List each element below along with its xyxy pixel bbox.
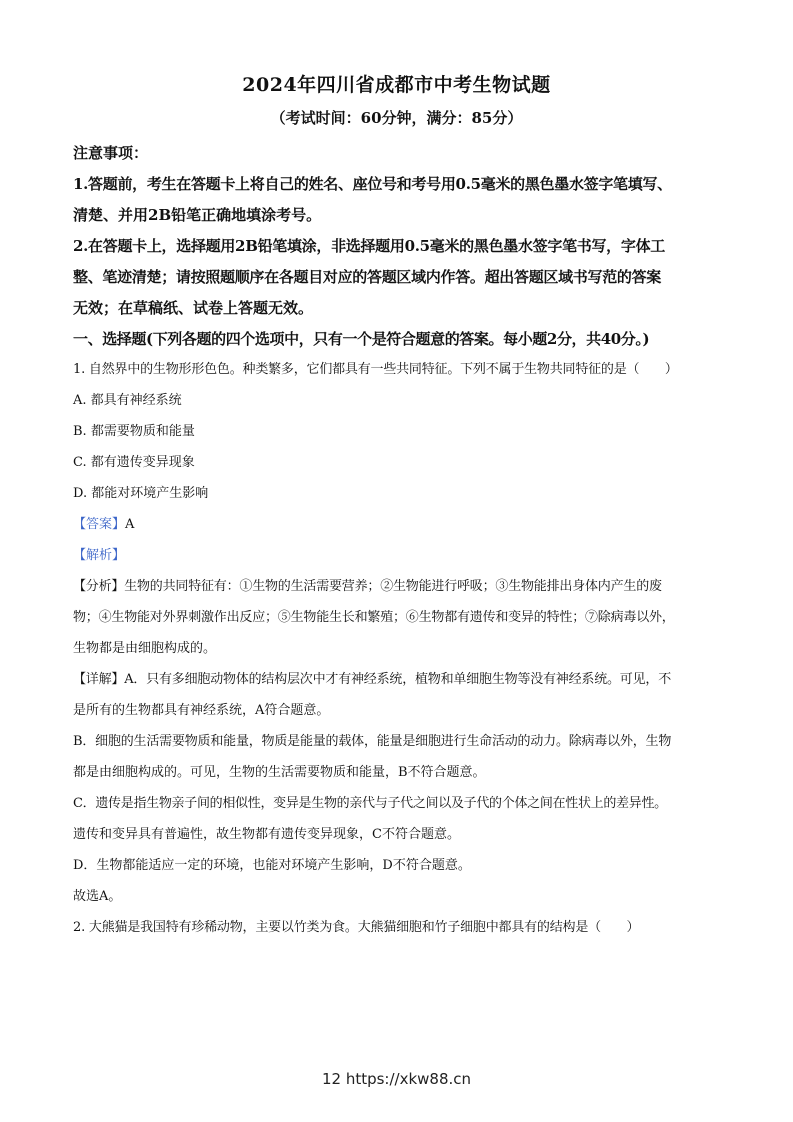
- notice-item-1-line-2: 清楚、并用2B铅笔正确地填涂考号。: [73, 206, 322, 224]
- detail-line-2: 是所有的生物都具有神经系统，A符合题意。: [73, 703, 330, 718]
- analysis-line-1: 【分析】生物的共同特征有：①生物的生活需要营养；②生物能进行呼吸；③生物能排出身体内产生的废: [73, 579, 662, 594]
- detail-c-line-1: C．遗传是指生物亲子间的相似性，变异是生物的亲代与子代之间以及子代的个体之间在性状上的差异性。: [73, 796, 667, 811]
- question-2-stem: 2. 大熊猫是我国特有珍稀动物，主要以竹类为食。大熊猫细胞和竹子细胞中都具有的结构是（ ）: [73, 920, 640, 935]
- detail-line-1: 【详解】A．只有多细胞动物体的结构层次中才有神经系统，植物和单细胞生物等没有神经系统。可见，不: [73, 672, 671, 687]
- notice-item-2-line-2: 整、笔迹清楚；请按照题顺序在各题目对应的答题区域内作答。超出答题区域书写范的答案: [73, 268, 662, 286]
- detail-d-line-1: D．生物都能适应一定的环境，也能对环境产生影响，D不符合题意。: [73, 858, 471, 873]
- detail-b-line-2: 都是由细胞构成的。可见，生物的生活需要物质和能量，B不符合题意。: [73, 765, 486, 780]
- analysis-line-2: 物；④生物能对外界刺激作出反应；⑤生物能生长和繁殖；⑥生物都有遗传和变异的特性；⑦除病毒以外，: [73, 610, 675, 625]
- notice-item-2-line-1: 2.在答题卡上，选择题用2B铅笔填涂，非选择题用0.5毫米的黑色墨水签字笔书写，字体工: [73, 237, 665, 255]
- detail-c-line-2: 遗传和变异具有普遍性，故生物都有遗传变异现象，C不符合题意。: [73, 827, 460, 842]
- page-footer: 12 https://xkw88.cn: [321, 1070, 472, 1088]
- detail-b-line-1: B．细胞的生活需要物质和能量，物质是能量的载体，能量是细胞进行生命活动的动力。除病毒以外，生物: [73, 734, 672, 749]
- answer-line: [73, 509, 723, 540]
- question-1-option-d: D. 都能对环境产生影响: [73, 486, 209, 501]
- question-1-option-c: C. 都有遗传变异现象: [73, 455, 195, 470]
- page-title: 2024年四川省成都市中考生物试题: [242, 74, 551, 96]
- notice-item-1-line-1: 1.答题前，考生在答题卡上将自己的姓名、座位号和考号用0.5毫米的黑色墨水签字笔填写、: [73, 175, 672, 193]
- question-1: [73, 354, 723, 943]
- question-1-stem: 1. 自然界中的生物形形色色。种类繁多，它们都具有一些共同特征。下列不属于生物共同特征的是（ ）: [73, 362, 678, 377]
- analysis-line-3: 生物都是由细胞构成的。: [73, 641, 217, 656]
- conclusion: 故选A。: [73, 889, 122, 904]
- exam-info: （考试时间：60分钟，满分：85分）: [270, 109, 523, 127]
- notice-item-2-line-3: 无效；在草稿纸、试卷上答题无效。: [73, 299, 314, 317]
- question-1-option-a: A. 都具有神经系统: [73, 393, 182, 408]
- question-1-option-b: B. 都需要物质和能量: [73, 424, 195, 439]
- section-heading: 一、选择题(下列各题的四个选项中，只有一个是符合题意的答案。每小题2分，共40分。): [73, 330, 650, 348]
- analysis-tag: 【解析】: [73, 548, 126, 563]
- answer-tag: 【答案】: [73, 517, 126, 532]
- notice-block: [73, 138, 723, 355]
- answer-value: A: [125, 517, 135, 532]
- notice-heading: 注意事项：: [73, 144, 149, 162]
